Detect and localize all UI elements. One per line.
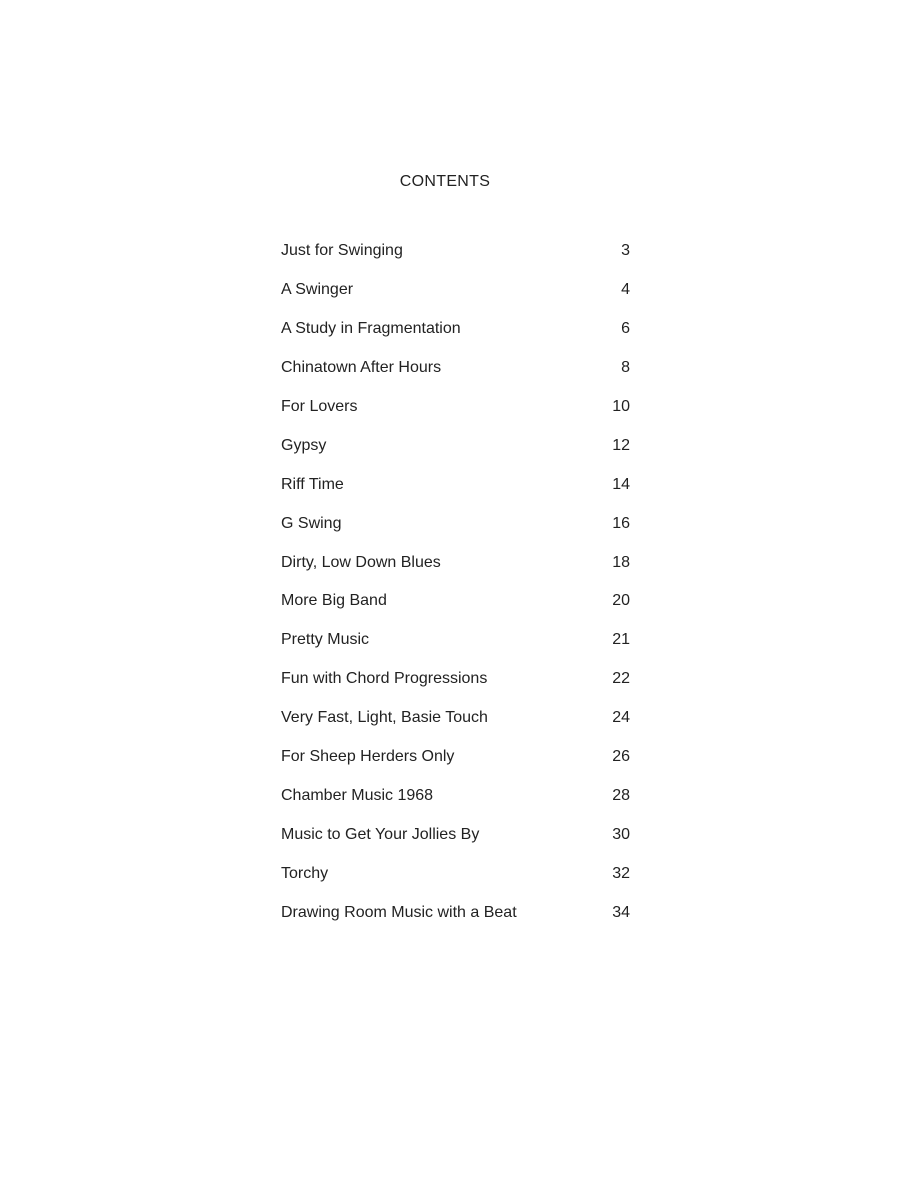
toc-entry-page: 22 bbox=[612, 670, 630, 688]
toc-entry bbox=[281, 815, 630, 854]
toc-entry-title: A Study in Fragmentation bbox=[281, 320, 461, 338]
toc-entry-page: 28 bbox=[612, 786, 630, 804]
toc-entry-page: 16 bbox=[612, 514, 630, 532]
toc-entry-title: Pretty Music bbox=[281, 631, 370, 649]
toc-entry-title: For Sheep Herders Only bbox=[281, 748, 455, 766]
toc-entry-title: Drawing Room Music with a Beat bbox=[281, 903, 517, 921]
toc-entry-page: 20 bbox=[612, 592, 630, 610]
toc-entry-page: 34 bbox=[612, 903, 630, 921]
toc-entry-title: Chamber Music 1968 bbox=[281, 786, 434, 804]
toc-entry-title: Riff Time bbox=[281, 475, 344, 493]
toc-entry-page: 6 bbox=[621, 320, 630, 338]
toc-entry bbox=[281, 854, 630, 893]
toc-entry-title: G Swing bbox=[281, 514, 342, 532]
table-of-contents bbox=[281, 232, 630, 932]
toc-entry bbox=[281, 582, 630, 621]
toc-entry-page: 12 bbox=[612, 436, 630, 454]
toc-entry-title: Just for Swinging bbox=[281, 242, 403, 260]
toc-entry bbox=[281, 465, 630, 504]
toc-entry-page: 24 bbox=[612, 709, 630, 727]
toc-entry bbox=[281, 426, 630, 465]
toc-entry-page: 8 bbox=[621, 359, 630, 377]
toc-entry-title: For Lovers bbox=[281, 398, 358, 415]
toc-entry-title: More Big Band bbox=[281, 592, 387, 610]
toc-entry-title: Fun with Chord Progressions bbox=[281, 670, 488, 688]
toc-entry bbox=[281, 271, 630, 310]
toc-entry bbox=[281, 388, 630, 427]
contents-title: CONTENTS bbox=[399, 173, 491, 190]
toc-entry bbox=[281, 543, 630, 582]
toc-entry bbox=[281, 232, 630, 271]
toc-entry bbox=[281, 504, 630, 543]
toc-entry-page: 4 bbox=[621, 281, 630, 299]
toc-entry bbox=[281, 699, 630, 738]
toc-entry-title: Very Fast, Light, Basie Touch bbox=[281, 709, 488, 727]
toc-entry-title: Gypsy bbox=[281, 436, 327, 454]
toc-entry-title: Chinatown After Hours bbox=[281, 359, 442, 377]
toc-entry bbox=[281, 660, 630, 699]
toc-entry-page: 21 bbox=[612, 631, 630, 649]
toc-entry-title: Dirty, Low Down Blues bbox=[281, 553, 441, 571]
toc-entry bbox=[281, 349, 630, 388]
toc-entry-page: 18 bbox=[612, 553, 630, 571]
toc-entry bbox=[281, 621, 630, 660]
toc-entry bbox=[281, 310, 630, 349]
toc-entry-title: A Swinger bbox=[281, 281, 354, 299]
toc-entry-page: 32 bbox=[612, 864, 630, 882]
toc-entry-page: 10 bbox=[612, 398, 630, 415]
toc-entry-page: 26 bbox=[612, 748, 630, 766]
toc-entry bbox=[281, 738, 630, 777]
toc-entry-page: 14 bbox=[612, 475, 630, 493]
toc-entry bbox=[281, 893, 630, 932]
toc-entry bbox=[281, 776, 630, 815]
toc-entry-page: 30 bbox=[612, 825, 630, 843]
toc-entry-title: Music to Get Your Jollies By bbox=[281, 825, 480, 843]
toc-entry-title: Torchy bbox=[281, 864, 329, 882]
toc-entry-page: 3 bbox=[621, 242, 630, 260]
